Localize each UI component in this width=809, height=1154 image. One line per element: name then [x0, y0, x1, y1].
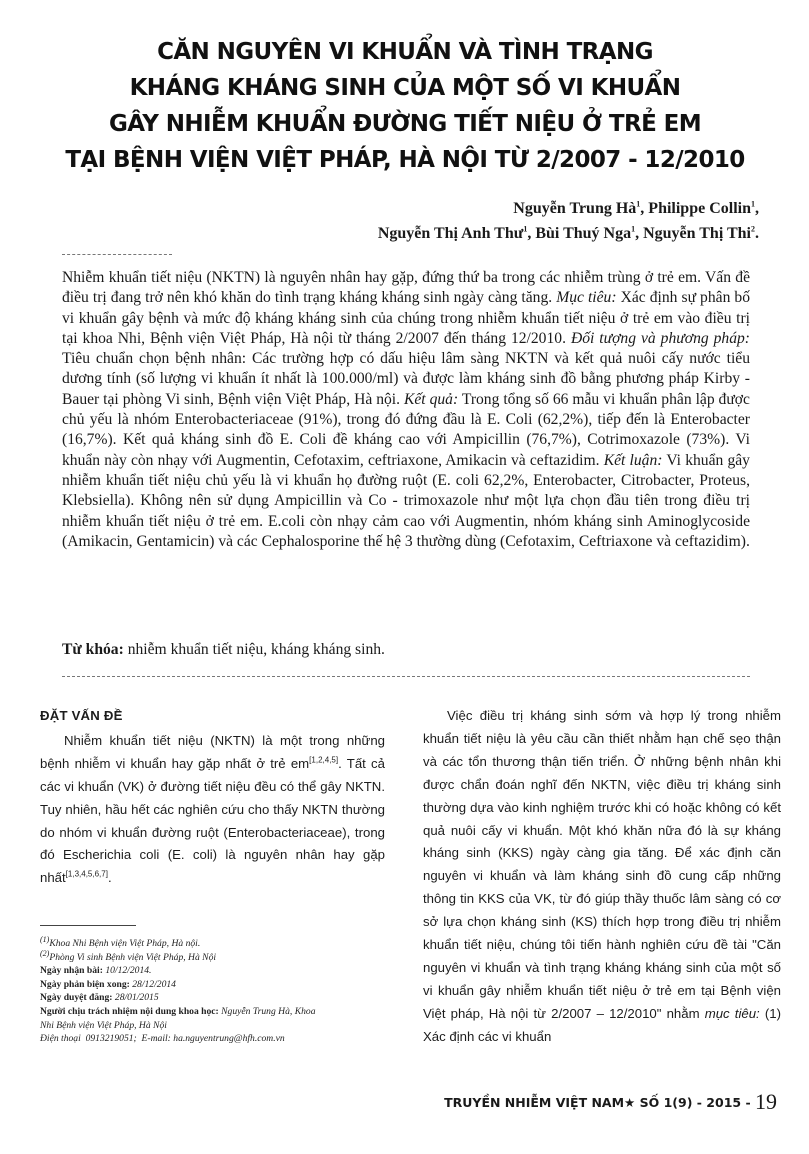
author-affiliation: 1	[523, 224, 528, 234]
footnote-text: 10/12/2014.	[105, 965, 152, 977]
author-name: Nguyễn Thị Thi	[643, 225, 751, 242]
footnote-corresponding	[40, 1005, 385, 1019]
footnote-corresponding-cont	[40, 1019, 385, 1033]
footnote-email: ha.nguyentrung@hfh.com.vn	[173, 1033, 285, 1045]
citation: [1,2,4,5]	[309, 755, 339, 765]
abstract-intro: Nhiễm khuẩn tiết niệu (NKTN) là nguyên nhân hay gặp, đứng thứ ba trong các nhiễm trùng ở trẻ em. Vấn đề điều trị đang trở nên khó khăn do tình trạng kháng kháng sinh ngày càng tăng.	[62, 269, 750, 307]
body-paragraph	[423, 705, 781, 1049]
footnote-text: Nhi Bệnh viện Việt Pháp, Hà Nội	[40, 1019, 167, 1031]
author-list	[159, 196, 759, 246]
footnote-affiliation-2	[40, 948, 385, 965]
body-text: (1) Xác định các vi khuẩn	[423, 1005, 781, 1044]
footnote-marker: (2)	[40, 948, 50, 958]
author-affiliation: 1	[751, 199, 755, 209]
author-affiliation: 2	[751, 224, 755, 234]
author-affiliation: 1	[631, 224, 636, 234]
footnote-accepted	[40, 991, 385, 1005]
footnote-received	[40, 964, 385, 978]
body-column-left	[40, 705, 385, 890]
footnote-text: Phòng Vi sinh Bệnh viện Việt Pháp, Hà Nội	[49, 951, 217, 963]
footnote-label: Ngày duyệt đăng:	[40, 992, 113, 1004]
body-paragraph	[40, 730, 385, 890]
abstract-conclusion: Vi khuẩn gây nhiễm khuẩn tiết niệu chủ yếu là vi khuẩn họ đường ruột (E. coli 62,2%, Enterobacter, Citrobacter, Proteus, Klebsiella). Không nên sử dụng Ampicillin và Co - trimoxazole như một lựa chọn đầu tiên trong điều trị nhiễm khuẩn tiết niệu ở trẻ em. E.coli còn nhạy cảm cao với Augmentin, nhóm kháng sinh Aminoglycoside (Amikacin, Gentamicin) và các Cephalosporine thế hệ 3 thường dùng (Cefotaxim, Ceftriaxone và ceftazidim).	[62, 451, 750, 550]
author-name: Nguyễn Trung Hà	[513, 200, 637, 217]
footnote-label: Điện thoại	[40, 1033, 81, 1045]
conclusion-label: Kết luận:	[603, 451, 663, 469]
author-name: Nguyễn Thị Anh Thư	[377, 225, 524, 242]
abstract-results: Trong tổng số 66 mẫu vi khuẩn phân lập được chủ yếu là nhóm Enterobacteriaceae (91%), trong đó đứng đầu là E. Coli (62,2%), tiếp đến là Enterobacter (16,7%). Kết quả kháng sinh đồ E. Coli đề kháng cao với Ampicillin (76,7%), Cotrimoxazole (73%). Vi khuẩn này còn nhạy với Augmentin, Cefotaxim, ceftriaxone, Amikacin và ceftazidim.	[62, 390, 750, 469]
footnote-label: Ngày nhận bài:	[40, 965, 103, 977]
footnote-label: Người chịu trách nhiệm nội dung khoa học:	[40, 1005, 219, 1017]
body-text: Việc điều trị kháng sinh sớm và hợp lý trong nhiễm khuẩn tiết niệu là yêu cầu cần thiết nhằm hạn chế sẹo thận và các tổn thương thận tiến triển. Ở những bệnh nhân khi được chẩn đoán nghĩ đến NKTN, việc điều trị kháng sinh thường dựa vào kinh nghiệm trước khi có hoặc không có kết quả nuôi cấy vi khuẩn. Một khó khăn nữa đó là sự kháng kháng sinh (KKS) ngày càng gia tăng. Để xác định căn nguyên vi khuẩn và làm kháng sinh đồ cung cấp những thông tin KKS của VK, từ đó giúp thầy thuốc lâm sàng có cơ sở lựa chọn kháng sinh (KS) thích hợp trong điều trị nhiễm khuẩn tiết niệu, chúng tôi tiến hành nghiên cứu đề tài "Căn nguyên vi khuẩn và tình trạng kháng kháng sinh của một số vi khuẩn gây nhiễm khuẩn tiết niệu ở trẻ em tại Bệnh viện Việt pháp, Hà nội từ 2/2007 – 12/2010" nhằm	[423, 708, 781, 1021]
article-title	[60, 34, 750, 178]
footnote-text: 28/01/2015	[114, 992, 159, 1004]
author-affiliation: 1	[636, 199, 641, 209]
objective-inline-label: mục tiêu:	[704, 1005, 760, 1021]
abstract-bottom-rule	[62, 676, 750, 677]
citation: [1,3,4,5,6,7]	[65, 869, 108, 879]
body-column-right	[423, 705, 781, 1049]
author-name: Bùi Thuý Nga	[535, 225, 632, 242]
footnote-review	[40, 978, 385, 992]
footnote-contact	[40, 1032, 385, 1046]
title-line: KHÁNG KHÁNG SINH CỦA MỘT SỐ VI KHUẨN	[129, 75, 681, 101]
page-number: 19	[755, 1089, 777, 1114]
author-name: Philippe Collin	[648, 200, 751, 217]
footnote-text: 28/12/2014	[132, 978, 176, 990]
title-line: TẠI BỆNH VIỆN VIỆT PHÁP, HÀ NỘI TỪ 2/2007 - 12/2010	[65, 147, 745, 173]
star-icon: ★	[624, 1095, 636, 1110]
keywords	[62, 640, 750, 660]
abstract-methods: Tiêu chuẩn chọn bệnh nhân: Các trường hợp có dấu hiệu lâm sàng NKTN và kết quả nuôi cấy nước tiểu dương tính (số lượng vi khuẩn ít nhất là 100.000/ml) và được làm kháng sinh đồ bằng phương pháp Kirby - Bauer tại phòng Vi sinh, Bệnh viện Việt Pháp, Hà nội.	[62, 350, 750, 408]
footnote-text: Nguyễn Trung Hà, Khoa	[221, 1005, 316, 1017]
methods-label: Đối tượng và phương pháp:	[570, 329, 750, 347]
abstract-text	[62, 268, 750, 552]
author-line-1: Nguyễn Trung $Hà^1$, Philippe Collin$^1$,	[513, 199, 759, 217]
results-label: Kết quả:	[403, 390, 459, 408]
issue-info: SỐ 1(9) - 2015 -	[639, 1095, 751, 1110]
footnote-marker: (1)	[40, 934, 50, 944]
page-footer	[444, 1089, 777, 1115]
keywords-text: nhiễm khuẩn tiết niệu, kháng kháng sinh.	[127, 641, 385, 658]
footnote-affiliation-1	[40, 934, 385, 951]
footnote-label: E-mail:	[141, 1033, 171, 1045]
footnotes	[40, 934, 385, 1046]
footnote-rule	[40, 925, 136, 926]
objective-label: Mục tiêu:	[556, 289, 617, 307]
body-text: . Tất cả các vi khuẩn (VK) ở đường tiết niệu đều có thể gây NKTN. Tuy nhiên, hầu hết các nghiên cứu cho thấy NKTN thường do nhóm vi khuẩn đường ruột (Enterobacteriaceae), trong đó Escherichia coli (E. coli) là nguyên nhân hay gặp nhất	[40, 755, 385, 886]
keywords-label: Từ khóa:	[62, 641, 124, 658]
section-heading: ĐẶT VẤN ĐỀ	[40, 708, 123, 723]
footnote-label: Ngày phản biện xong:	[40, 978, 130, 990]
footnote-text: 0913219051;	[85, 1033, 137, 1045]
title-line: CĂN NGUYÊN VI KHUẨN VÀ TÌNH TRẠNG	[157, 39, 653, 65]
journal-name: TRUYỀN NHIỄM VIỆT NAM	[444, 1095, 625, 1110]
abstract-objective: Xác định sự phân bố vi khuẩn gây bệnh và mức độ kháng kháng sinh của chúng trong nhiễm khuẩn tiết niệu ở trẻ em vào điều trị tại khoa Nhi, Bệnh viện Việt Pháp, Hà nội từ tháng 2/2007 đến tháng 12/2010.	[62, 289, 750, 347]
abstract-top-rule	[62, 254, 172, 255]
title-line: GÂY NHIỄM KHUẨN ĐƯỜNG TIẾT NIỆU Ở TRẺ EM	[109, 111, 701, 137]
abstract	[62, 268, 750, 552]
author-line-2: Nguyễn Thị Anh Thư$^1$, Bùi Thuý Nga$^1$, Nguyễn Thị Thi$^2$.	[377, 224, 759, 242]
body-text: .	[107, 870, 112, 886]
footnote-text: Khoa Nhi Bệnh viện Việt Pháp, Hà nội.	[49, 938, 201, 949]
body-text: Nhiễm khuẩn tiết niệu (NKTN) là một trong những bệnh nhiễm vi khuẩn hay gặp nhất ở trẻ em	[40, 732, 385, 771]
